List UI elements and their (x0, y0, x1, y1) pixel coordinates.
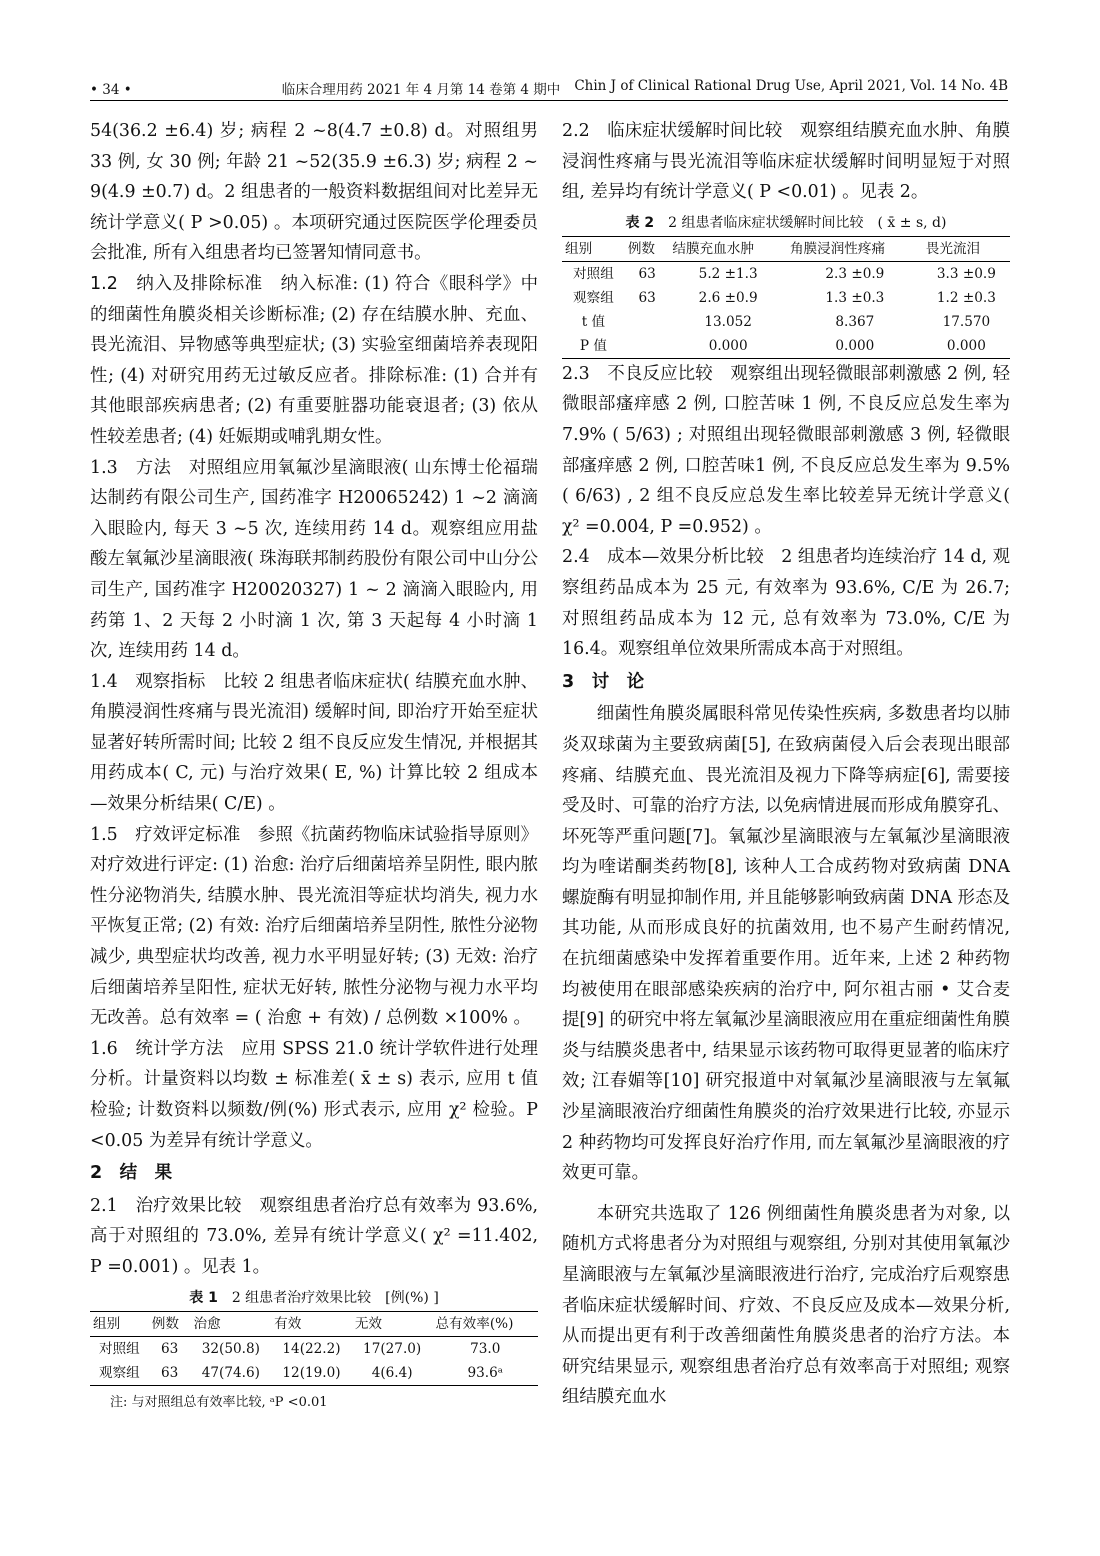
discussion-paragraph-2: 本研究共选取了 126 例细菌性角膜炎患者为对象, 以随机方式将患者分为对照组与观察组, 分别对其使用氧氟沙星滴眼液与左氧氟沙星滴眼液进行治疗, 完成治疗后观察患者临床症状缓解时间、疗效、不良反应及成本—效果分析, 从而提出更有利于改善细菌性角膜炎患者的治疗方法。本研究结果显示, 观察组患者治疗总有效率高于对照组; 观察组结膜充血水 (562, 1203, 1010, 1408)
section-2-4-text: 2 组患者均连续治疗 14 d, 观察组药品成本为 25 元, 有效率为 93.6%, C/E 为 26.7; 对照组药品成本为 12 元, 总有效率为 73.0%, C/E 为 16.4。观察组单位效果所需成本高于对照组。 (562, 547, 1010, 660)
table-2-caption (562, 212, 1010, 234)
journal-title-cn: 临床合理用药 2021 年 4 月第 14 卷第 4 期中 (281, 82, 561, 98)
section-3-title: 3 讨 论 (562, 671, 645, 692)
table-1 (90, 1311, 538, 1386)
section-2-2-title: 2.2 临床症状缓解时间比较 (562, 121, 783, 141)
journal-title-en: Chin J of Clinical Rational Drug Use, April 2021, Vol. 14 No. 4B (574, 78, 1008, 94)
section-1-4 (90, 667, 538, 820)
table-row (562, 286, 1010, 310)
table-cell: 1.2 ±0.3 (936, 289, 996, 306)
table-1-header: 有效 (271, 1311, 352, 1336)
section-1-3-title: 1.3 方法 (90, 457, 172, 478)
discussion-paragraph-1: 细菌性角膜炎属眼科常见传染性疾病, 多数患者均以肺炎双球菌为主要致病菌[5], 在致病菌侵入后会表现出眼部疼痛、结膜充血、畏光流泪及视力下降等病症[6], 需要接受及时、可靠的治疗方法, 以免病情进展而形成角膜穿孔、坏死等严重问题[7]。氧氟沙星滴眼液与左氧氟沙星滴眼液均为喹诺酮类药物[8], 该种人工合成药物对致病菌 DNA 螺旋酶有明显抑制作用, 并且能够影响致病菌 DNA 形态及其功能, 从而形成良好的抗菌效用, 也不易产生耐药情况, 在抗细菌感染中发挥着重要作用。近年来, 上述 2 种药物均被使用在眼部感染疾病的治疗中, 阿尔祖古丽 • 艾合麦提[9] 的研究中将左氧氟沙星滴眼液应用在重症细菌性角膜炎与结膜炎患者中, 结果显示该药物可取得更显著的临床疗效; 江春媚等[10] 研究报道中对氧氟沙星滴眼液与左氧氟沙星滴眼液治疗细菌性角膜炎的治疗效果进行比较, 亦显示 2 种药物均可发挥良好治疗作用, 而左氧氟沙星滴眼液的疗效更可靠。 (562, 704, 1010, 1184)
table-cell: 63 (160, 1340, 179, 1357)
section-1-3-text: 对照组应用氧氟沙星滴眼液( 山东博士伦福瑞达制药有限公司生产, 国药准字 H20065242) 1 ~2 滴滴入眼睑内, 每天 3 ~5 次, 连续用药 14 d。观察组应用盐酸左氧氟沙星滴眼液( 珠海联邦制药股份有限公司中山分公司生产, 国药准字 H20020327) 1 ~ 2 滴滴入眼睑内, 用药第 1、2 天每 2 小时滴 1 次, 第 3 天起每 4 小时滴 1 次, 连续用药 14 d。 (90, 457, 538, 662)
section-1-5-text: 参照《抗菌药物临床试验指导原则》对疗效进行评定: (1) 治愈: 治疗后细菌培养呈阴性, 眼内脓性分泌物消失, 结膜水肿、畏光流泪等症状均消失, 视力水平恢复正常; (2) 有效: 治疗后细菌培养呈阴性, 脓性分泌物减少, 典型症状均改善, 视力水平明显好转; (3) 无效: 治疗后细菌培养呈阳性, 症状无好转, 脓性分泌物与视力水平均无改善。总有效率 = ( 治愈 + 有效) / 总例数 ×100% 。 (90, 824, 538, 1029)
section-2-1 (90, 1191, 538, 1283)
section-2-3-title: 2.3 不良反应比较 (562, 363, 713, 384)
table-cell: 5.2 ±1.3 (698, 265, 758, 282)
table-cell: 93.6ᵃ (467, 1364, 503, 1381)
table-1-header: 例数 (149, 1311, 191, 1336)
table-2-header: 畏光流泪 (923, 236, 1010, 261)
table-cell: 对照组 (99, 1340, 140, 1357)
section-2-2-text: 观察组结膜充血水肿、角膜浸润性疼痛与畏光流泪等临床症状缓解时间明显短于对照组, 差异均有统计学意义( P <0.01) 。见表 2。 (562, 121, 1010, 203)
section-2-1-title: 2.1 治疗效果比较 (90, 1195, 242, 1216)
section-1-2 (90, 269, 538, 453)
section-2-title: 2 结 果 (90, 1163, 173, 1184)
section-1-5 (90, 820, 538, 1034)
table-cell (625, 334, 670, 359)
table-2 (562, 236, 1010, 359)
table-2-label: 表 2 (625, 214, 655, 231)
table-cell: 0.000 (835, 337, 875, 354)
table-cell: 32(50.8) (201, 1340, 260, 1357)
table-cell: 8.367 (835, 313, 875, 330)
section-2-2 (562, 116, 1010, 208)
table-1-header-row (90, 1311, 538, 1336)
table-cell: 63 (160, 1364, 179, 1381)
section-1-6-text: 应用 SPSS 21.0 统计学软件进行处理分析。计量资料以均数 ± 标准差( x̄ ± s) 表示, 应用 t 值检验; 计数资料以频数/例(%) 形式表示, 应用 χ² 检验。P <0.05 为差异有统计学意义。 (90, 1038, 538, 1151)
table-row (90, 1361, 538, 1386)
table-1-caption-text: 2 组患者治疗效果比较 [例(%) ] (231, 1289, 439, 1306)
table-1-header: 总有效率(%) (432, 1311, 538, 1336)
table-cell: 17(27.0) (363, 1340, 422, 1357)
section-2-4-title: 2.4 成本—效果分析比较 (562, 547, 764, 568)
table-cell: 63 (638, 265, 656, 282)
table-1-caption (90, 1287, 538, 1309)
running-header (90, 74, 1008, 98)
table-cell: 14(22.2) (282, 1340, 341, 1357)
table-cell: 对照组 (573, 265, 614, 282)
section-1-4-title: 1.4 观察指标 (90, 671, 206, 692)
section-1-2-title: 1.2 纳入及排除标准 (90, 273, 263, 294)
right-column (562, 116, 1010, 1413)
table-cell: 观察组 (99, 1364, 140, 1381)
table-2-header-row (562, 236, 1010, 261)
intro-paragraph: 54(36.2 ±6.4) 岁; 病程 2 ~8(4.7 ±0.8) d。对照组男 33 例, 女 30 例; 年龄 21 ~52(35.9 ±6.3) 岁; 病程 2 ~ 9(4.9 ±0.7) d。2 组患者的一般资料数据组间对比差异无统计学意义( P >0.05) 。本项研究通过医院医学伦理委员会批准, 所有入组患者均已签署知情同意书。 (90, 121, 538, 264)
left-column (90, 116, 538, 1414)
table-cell: 12(19.0) (282, 1364, 341, 1381)
table-2-header: 角膜浸润性疼痛 (787, 236, 923, 261)
header-rule (90, 100, 1008, 101)
section-1-5-title: 1.5 疗效评定标准 (90, 824, 241, 845)
section-2-4 (562, 542, 1010, 664)
table-cell: 17.570 (942, 313, 991, 330)
table-cell: 4(6.4) (371, 1364, 413, 1381)
table-1-header: 组别 (90, 1311, 149, 1336)
table-1-header: 治愈 (191, 1311, 272, 1336)
section-1-2-text: 纳入标准: (1) 符合《眼科学》中的细菌性角膜炎相关诊断标准; (2) 存在结膜水肿、充血、畏光流泪、异物感等典型症状; (3) 实验室细菌培养表现阳性; (4) 对研究用药无过敏反应者。排除标准: (1) 合并有其他眼部疾病患者; (2) 有重要脏器功能衰退者; (3) 依从性较差患者; (4) 妊娠期或哺乳期女性。 (90, 273, 538, 447)
table-row (562, 334, 1010, 359)
table-cell: t 值 (581, 313, 606, 330)
section-1-3 (90, 453, 538, 667)
table-cell: 0.000 (946, 337, 986, 354)
table-cell: 1.3 ±0.3 (825, 289, 885, 306)
table-2-header: 组别 (562, 236, 625, 261)
section-2-3-text: 观察组出现轻微眼部刺激感 2 例, 轻微眼部瘙痒感 2 例, 口腔苦味 1 例, 不良反应总发生率为 7.9% ( 5/63) ; 对照组出现轻微眼部刺激感 3 例, 轻微眼部瘙痒感 2 例, 口腔苦味1 例, 不良反应总发生率为 9.5% ( 6/63) , 2 组不良反应总发生率比较差异无统计学意义( χ² =0.004, P =0.952) 。 (562, 363, 1010, 537)
table-2-caption-text: 2 组患者临床症状缓解时间比较 ( x̄ ± s, d) (668, 214, 947, 231)
table-cell: 13.052 (704, 313, 752, 330)
page-number: • 34 • (90, 82, 132, 98)
table-1-header: 无效 (352, 1311, 433, 1336)
section-1-6 (90, 1034, 538, 1156)
table-cell: 2.6 ±0.9 (698, 289, 758, 306)
table-cell: 73.0 (470, 1340, 501, 1357)
table-1-label: 表 1 (189, 1289, 218, 1306)
table-cell (625, 310, 670, 334)
table-cell: 0.000 (708, 337, 748, 354)
table-row (90, 1336, 538, 1361)
table-2-header: 例数 (625, 236, 670, 261)
table-2-header: 结膜充血水肿 (669, 236, 787, 261)
table-row (562, 261, 1010, 286)
table-cell: 2.3 ±0.9 (825, 265, 885, 282)
section-1-4-text: 比较 2 组患者临床症状( 结膜充血水肿、角膜浸润性疼痛与畏光流泪) 缓解时间, 即治疗开始至症状显著好转所需时间; 比较 2 组不良反应发生情况, 并根据其用药成本( C, 元) 与治疗效果( E, %) 计算比较 2 组成本—效果分析结果( C/E) 。 (90, 671, 538, 815)
table-cell: 63 (638, 289, 656, 306)
table-row (562, 310, 1010, 334)
table-cell: 3.3 ±0.9 (936, 265, 996, 282)
section-2-3 (562, 359, 1010, 543)
table-cell: 观察组 (573, 289, 614, 306)
table-cell: P 值 (579, 337, 607, 354)
section-1-6-title: 1.6 统计学方法 (90, 1038, 224, 1059)
section-2-1-text: 观察组患者治疗总有效率为 93.6%, 高于对照组的 73.0%, 差异有统计学意义( χ² =11.402, P =0.001) 。见表 1。 (90, 1195, 538, 1277)
table-cell: 47(74.6) (201, 1364, 260, 1381)
table-1-note: 注: 与对照组总有效率比较, ᵃP <0.01 (110, 1394, 328, 1410)
